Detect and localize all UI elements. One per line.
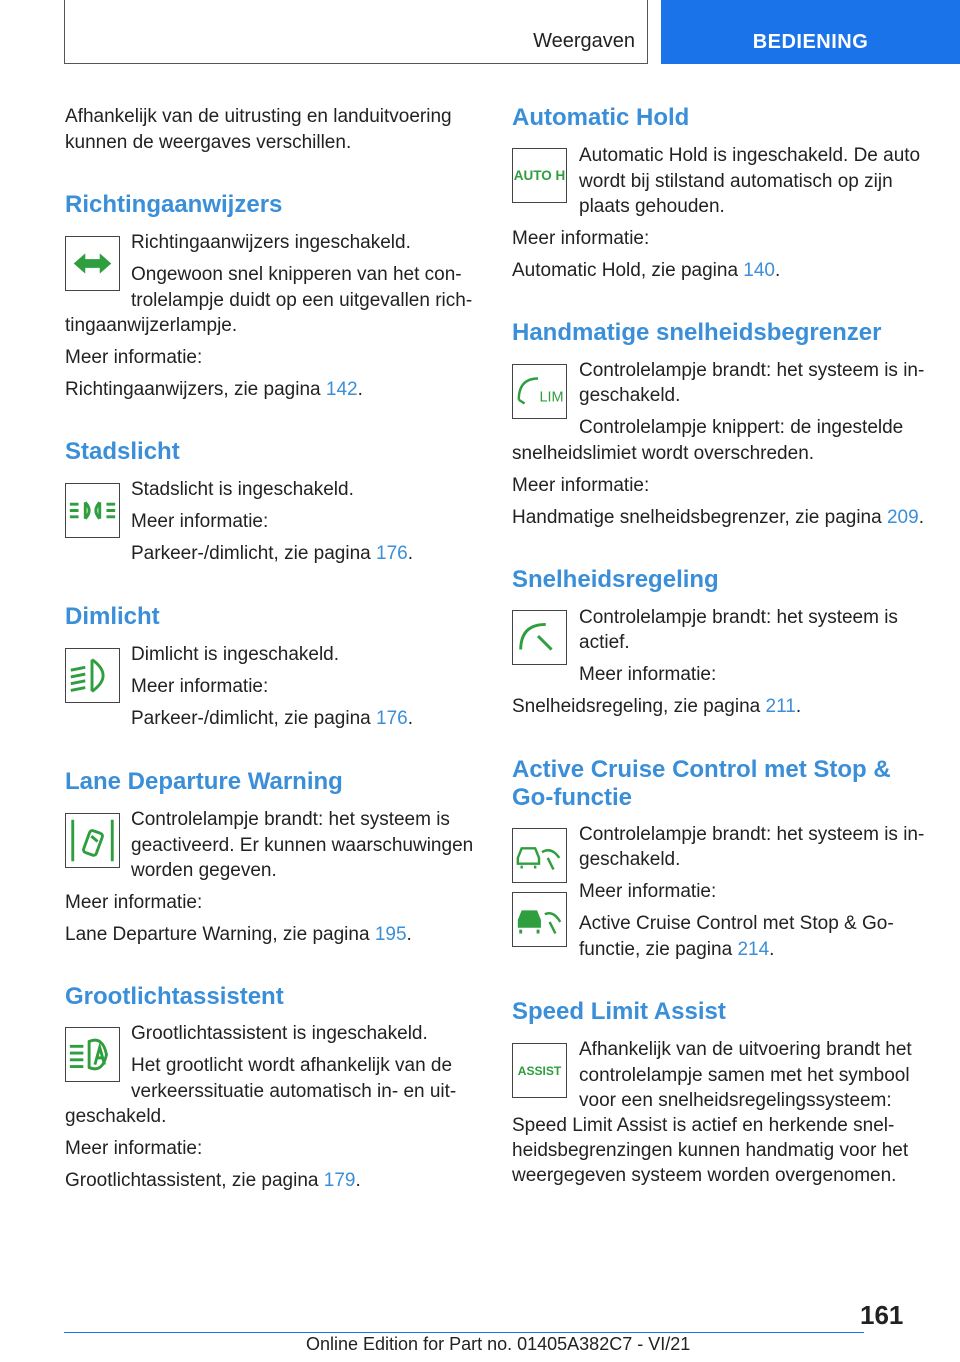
page-link-179[interactable]: 179 (323, 1170, 356, 1191)
richting-more: Meer informatie: (65, 347, 203, 368)
intro-line-1: Afhankelijk van de uitrusting en landuitvoering (65, 106, 452, 127)
heading-richtingaanwijzers: Richtingaanwijzers (65, 191, 283, 218)
speed-limiter-icon (512, 364, 567, 419)
page-link-209[interactable]: 209 (886, 507, 919, 528)
header-title: Weergaven (533, 30, 635, 52)
speed-limit-assist-icon (512, 1043, 567, 1098)
groot-line-4: geschakeld. (65, 1106, 167, 1127)
sla-line-1: Afhankelijk van de uitvoering brandt het (579, 1039, 912, 1060)
header-section: BEDIENING (752, 31, 869, 53)
heading-snelheidsregeling: Snelheidsregeling (512, 566, 719, 593)
header-section-tab (661, 0, 960, 64)
page-link-176b[interactable]: 176 (376, 708, 408, 729)
autohold-more: Meer informatie: (512, 228, 650, 249)
acc-ref-line-2: functie, zie pagina 214. (579, 939, 775, 960)
autohold-ref: Automatic Hold, zie pagina 140. (512, 260, 781, 281)
page-link-140[interactable]: 140 (743, 260, 775, 281)
speed-limiter-icon-text: LIM (539, 389, 564, 406)
stadslicht-ref: Parkeer-/dimlicht, zie pagina 176. (131, 543, 413, 564)
heading-dimlicht: Dimlicht (65, 603, 160, 630)
begrenzer-line-1: Controlelampje brandt: het systeem is in- (579, 360, 925, 381)
groot-line-1: Grootlichtassistent is ingeschakeld. (131, 1023, 428, 1044)
regeling-more: Meer informatie: (579, 664, 717, 685)
dimlicht-line-1: Dimlicht is ingeschakeld. (131, 644, 340, 665)
footer-edition: Online Edition for Part no. 01405A382C7 - VI/21 (306, 1334, 691, 1354)
sla-line-4: Speed Limit Assist is actief en herkende snel- (512, 1115, 895, 1136)
auto-hold-icon (512, 148, 567, 203)
acc-outline-icon (512, 828, 567, 883)
sla-line-6: weergegeven systeem worden overgenomen. (512, 1165, 897, 1186)
stadslicht-more: Meer informatie: (131, 511, 269, 532)
page-link-195[interactable]: 195 (374, 924, 407, 945)
lane-departure-icon (65, 813, 120, 868)
groot-more: Meer informatie: (65, 1138, 203, 1159)
auto-hold-icon-text: AUTO H (513, 167, 566, 183)
lane-line-2: geactiveerd. Er kunnen waarschuwingen (131, 835, 474, 856)
page-number: 161 (860, 1300, 904, 1330)
acc-active-icon (512, 892, 567, 947)
header-title-box (64, 0, 648, 64)
intro-line-2: kunnen de weergaves verschillen. (65, 132, 352, 153)
heading-speed-limit-assist: Speed Limit Assist (512, 998, 726, 1025)
heading-grootlichtassistent: Grootlichtassistent (65, 983, 284, 1010)
heading-snelheidsbegrenzer: Handmatige snelheidsbegrenzer (512, 319, 882, 346)
lane-more: Meer informatie: (65, 892, 203, 913)
cruise-control-icon (512, 610, 567, 665)
speed-limit-assist-icon-text: ASSIST (517, 1063, 562, 1078)
begrenzer-line-2: geschakeld. (579, 385, 681, 406)
autohold-line-1: Automatic Hold is ingeschakeld. De auto (579, 145, 921, 166)
begrenzer-line-4: snelheidslimiet wordt overschreden. (512, 443, 815, 464)
heading-acc-line-1: Active Cruise Control met Stop & (512, 756, 891, 783)
page-link-211[interactable]: 211 (765, 696, 796, 717)
heading-lane-departure: Lane Departure Warning (65, 768, 343, 795)
lane-line-1: Controlelampje brandt: het systeem is (131, 809, 450, 830)
dimlicht-more: Meer informatie: (131, 676, 269, 697)
acc-line-2: geschakeld. (579, 849, 681, 870)
stadslicht-line-1: Stadslicht is ingeschakeld. (131, 479, 354, 500)
heading-stadslicht: Stadslicht (65, 438, 180, 465)
page-link-142[interactable]: 142 (325, 379, 358, 400)
sla-line-2: controlelampje samen met het symbool (579, 1065, 910, 1086)
low-beam-icon (65, 648, 120, 703)
groot-ref: Grootlichtassistent, zie pagina 179. (65, 1170, 361, 1191)
acc-more: Meer informatie: (579, 881, 717, 902)
regeling-line-1: Controlelampje brandt: het systeem is (579, 607, 898, 628)
groot-line-3: verkeerssituatie automatisch in- en uit- (131, 1081, 457, 1102)
parking-light-icon (65, 483, 120, 538)
turn-signal-icon (65, 236, 120, 291)
page-link-214[interactable]: 214 (737, 939, 770, 960)
sla-line-3: voor een snelheidsregelingssysteem: (579, 1090, 892, 1111)
heading-automatic-hold: Automatic Hold (512, 104, 690, 131)
footer-divider (64, 1332, 864, 1333)
richting-line-3: trolelampje duidt op een uitgevallen rich- (131, 290, 473, 311)
richting-line-4: tingaanwijzerlampje. (65, 315, 238, 336)
richting-ref: Richtingaanwijzers, zie pagina 142. (65, 379, 363, 400)
begrenzer-more: Meer informatie: (512, 475, 650, 496)
page-link-176[interactable]: 176 (376, 543, 408, 564)
richting-line-2: Ongewoon snel knipperen van het con- (131, 264, 462, 285)
lane-ref: Lane Departure Warning, zie pagina 195. (65, 924, 412, 945)
autohold-line-2: wordt bij stilstand automatisch op zijn (579, 171, 893, 192)
begrenzer-ref: Handmatige snelheidsbegrenzer, zie pagina 209. (512, 507, 924, 528)
groot-line-2: Het grootlicht wordt afhankelijk van de (131, 1055, 453, 1076)
acc-line-1: Controlelampje brandt: het systeem is in- (579, 824, 925, 845)
regeling-line-2: actief. (579, 632, 630, 653)
high-beam-assistant-icon (65, 1027, 120, 1082)
heading-acc-line-2: Go-functie (512, 784, 632, 811)
begrenzer-line-3: Controlelampje knippert: de ingestelde (579, 417, 904, 438)
dimlicht-ref: Parkeer-/dimlicht, zie pagina 176. (131, 708, 413, 729)
richting-line-1: Richtingaanwijzers ingeschakeld. (131, 232, 411, 253)
acc-ref-line-1: Active Cruise Control met Stop & Go- (579, 913, 894, 934)
autohold-line-3: plaats gehouden. (579, 196, 725, 217)
lane-line-3: worden gegeven. (131, 860, 277, 881)
regeling-ref: Snelheidsregeling, zie pagina 211. (512, 696, 802, 717)
sla-line-5: heidsbegrenzingen kunnen handmatig voor het (512, 1140, 909, 1161)
